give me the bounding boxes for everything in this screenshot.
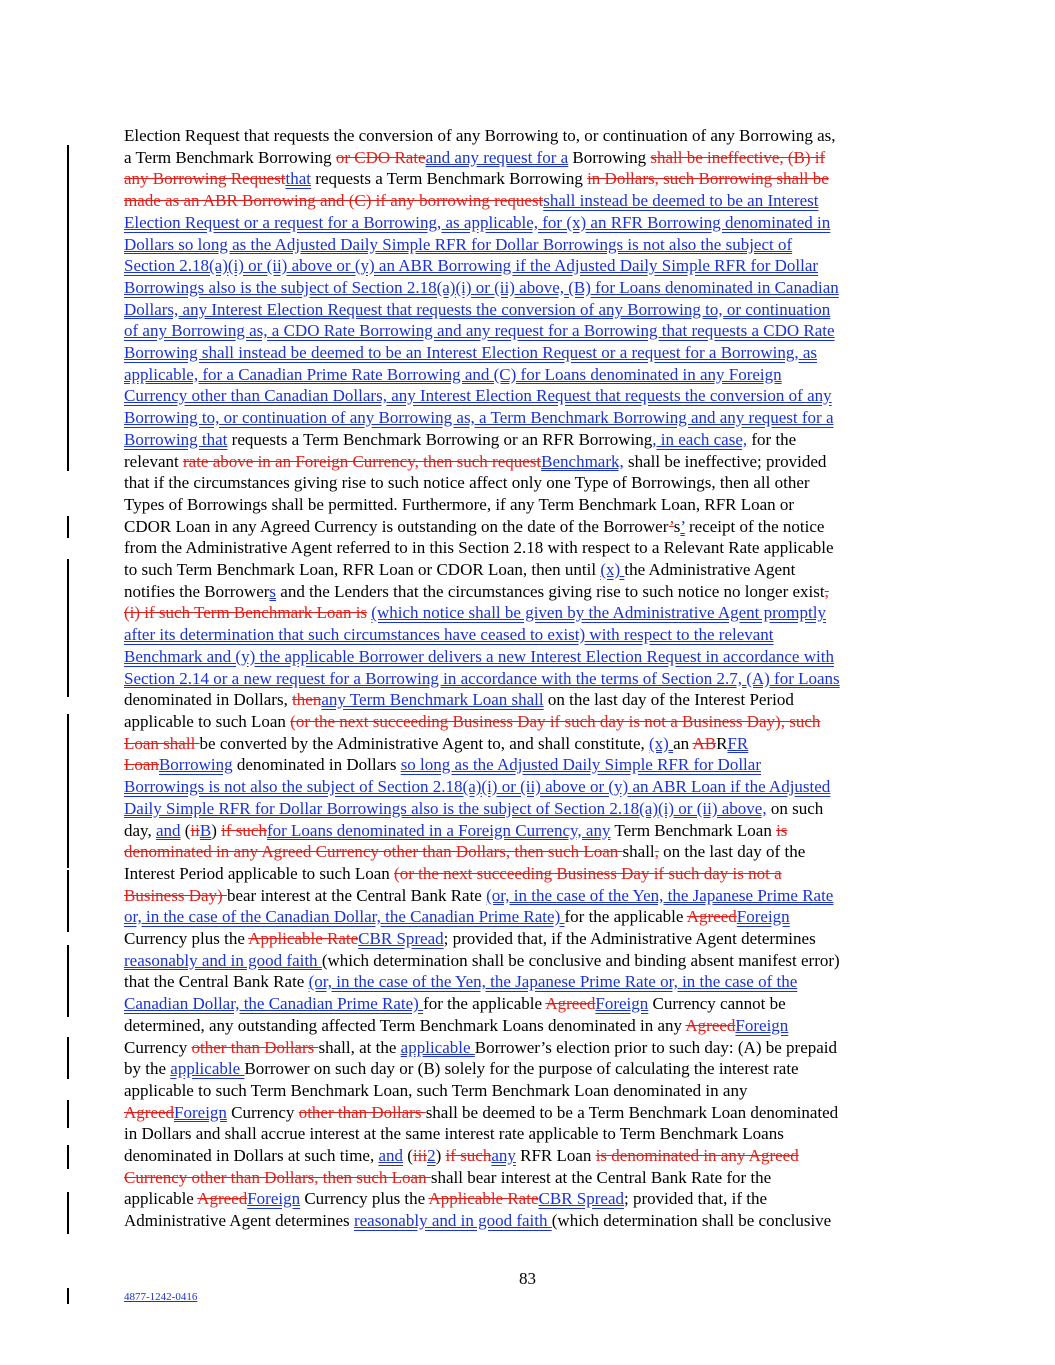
deleted-text: Applicable Rate [428, 1189, 539, 1209]
text-run: (which determination shall be conclusive and binding absent manifest error) [321, 950, 840, 970]
text-line [124, 190, 930, 212]
text-line [124, 906, 930, 928]
text-line [124, 863, 930, 885]
deleted-text: in Dollars, such Borrowing shall be [587, 169, 829, 189]
text-line [124, 1037, 930, 1059]
text-line [124, 147, 930, 169]
inserted-text: Borrowing [158, 755, 233, 775]
text-line [124, 320, 930, 342]
text-line [124, 841, 930, 863]
deleted-text: Agreed [124, 1102, 175, 1122]
body-text [124, 125, 930, 1232]
document-id[interactable]: 4877-1242-0416 [124, 1291, 198, 1303]
text-line [124, 733, 930, 755]
inserted-text: Benchmark and (y) the applicable Borrower delivers a new Interest Election Request in accordance with [124, 646, 834, 666]
inserted-text: Foreign [174, 1102, 227, 1122]
inserted-text: that [285, 169, 311, 189]
deleted-text: is denominated in any Agreed [595, 1146, 799, 1166]
inserted-text: and [378, 1146, 404, 1166]
text-line [124, 993, 930, 1015]
inserted-text: Borrowings is not also the subject of Section 2.18(a)(i) or (ii) above or (y) an ABR Loan if the Adjusted [124, 777, 831, 797]
inserted-text: for Loans denominated in a Foreign Currency, any [266, 820, 611, 840]
text-run: ; provided that, if the [624, 1189, 768, 1209]
text-run: for the applicable [564, 907, 687, 927]
deleted-text: Loan [124, 755, 159, 775]
inserted-text: any [491, 1146, 516, 1166]
inserted-text: after its determination that such circumstances have ceased to exist) with respect to the relevant [124, 625, 774, 645]
deleted-text: iii [412, 1146, 428, 1166]
deleted-text: then [292, 690, 322, 710]
text-run: Borrower on such day or (B) solely for the purpose of calculating the interest rate [244, 1059, 799, 1079]
deleted-text: other than Dollars [191, 1037, 319, 1057]
text-run: ( [403, 1146, 413, 1166]
text-run: that if the circumstances giving rise to such notice affect only one Type of Borrowings, then all other [124, 473, 810, 493]
change-bar [67, 714, 69, 868]
deleted-text: other than Dollars [298, 1102, 426, 1122]
deleted-text: Loan shall [124, 733, 200, 753]
text-line [124, 1080, 930, 1102]
text-line [124, 277, 930, 299]
deleted-text: , [824, 581, 829, 601]
inserted-text: B [199, 820, 212, 840]
inserted-text: reasonably and in good faith [124, 950, 322, 970]
deleted-text: made as an ABR Borrowing and (C) if any borrowing request [124, 191, 544, 211]
inserted-text: and any request for a [425, 147, 569, 167]
deleted-text: Agreed [685, 1015, 736, 1035]
text-line [124, 212, 930, 234]
text-run: relevant [124, 451, 183, 471]
text-line [124, 1015, 930, 1037]
text-run: Currency cannot be [648, 994, 786, 1014]
text-run: s [673, 516, 681, 536]
text-run: on the last day of the [658, 842, 806, 862]
text-line [124, 754, 930, 776]
text-run: Administrative Agent determines [124, 1211, 354, 1231]
text-line [124, 624, 930, 646]
inserted-text: FR [727, 733, 749, 753]
text-run: in Dollars and shall accrue interest at the same interest rate applicable to Term Benchmark Loans [124, 1124, 784, 1144]
deleted-text: Applicable Rate [248, 929, 359, 949]
text-run: applicable to such Loan [124, 711, 291, 731]
deleted-text: or CDO Rate [335, 147, 426, 167]
text-line [124, 971, 930, 993]
inserted-text: Borrowing to, or continuation of any Borrowing as, a Term Benchmark Borrowing and any request for a [124, 408, 834, 428]
inserted-text: Section 2.18(a)(i) or (ii) above or (y) an ABR Borrowing if the Adjusted Daily Simple RFR for Dollar [124, 256, 819, 276]
inserted-text: shall instead be deemed to be an Interest [543, 191, 819, 211]
text-line [124, 581, 930, 603]
text-run: on such [766, 798, 824, 818]
text-run: denominated in Dollars at such time, [124, 1146, 379, 1166]
deleted-text: ii [190, 820, 200, 840]
deleted-text: if such [445, 1146, 492, 1166]
text-run: applicable to such Term Benchmark Loan, such Term Benchmark Loan denominated in any [124, 1080, 748, 1100]
inserted-text: Daily Simple RFR for Dollar Borrowings also is the subject of Section 2.18(a)(i) or (ii) above, [124, 798, 767, 818]
text-run: requests a Term Benchmark Borrowing or an RFR Borrowing [227, 429, 653, 449]
text-line [124, 451, 930, 473]
inserted-text: Borrowings also is the subject of Section 2.18(a)(i) or (ii) above, (B) for Loans denominated in Canadian [124, 277, 839, 297]
text-run: RFR Loan [515, 1146, 596, 1166]
inserted-text: any Term Benchmark Loan shall [321, 690, 544, 710]
inserted-text: Foreign [736, 907, 790, 927]
text-run: day, [124, 820, 156, 840]
text-run: CDOR Loan in any Agreed Currency is outstanding on the date of the Borrower [124, 516, 669, 536]
text-run: be converted by the Administrative Agent to, and shall constitute, [199, 733, 650, 753]
change-bar [67, 187, 69, 471]
text-line [124, 168, 930, 190]
inserted-text: Dollars so long as the Adjusted Daily Simple RFR for Dollar Borrowings is not also the subject of [124, 234, 793, 254]
inserted-text: (x) [649, 733, 674, 753]
inserted-text: applicable, for a Canadian Prime Rate Borrowing and (C) for Loans denominated in any Foreign [124, 364, 782, 384]
text-run: ( [180, 820, 191, 840]
text-line [124, 1102, 930, 1124]
deleted-text: ’ [668, 516, 674, 536]
inserted-text: so long as the Adjusted Daily Simple RFR for Dollar [400, 755, 761, 775]
text-run: on the last day of the Interest Period [543, 690, 794, 710]
change-bar [67, 1192, 69, 1234]
deleted-text: is [776, 820, 788, 840]
text-line [124, 299, 930, 321]
text-run: applicable [124, 1189, 198, 1209]
text-run: receipt of the notice [684, 516, 825, 536]
deleted-text: rate above in an Foreign Currency, then such request [183, 451, 542, 471]
change-bar [67, 516, 69, 538]
inserted-text: Election Request or a request for a Borrowing, as applicable, for (x) an RFR Borrowing denominated in [124, 212, 831, 232]
text-run: notifies the Borrower [124, 581, 270, 601]
inserted-text: of any Borrowing as, a CDO Rate Borrowing and any request for a Borrowing that requests a CDO Rate [124, 321, 835, 341]
text-line [124, 537, 930, 559]
inserted-text: CBR Spread [538, 1189, 624, 1209]
text-run: denominated in Dollars [232, 755, 401, 775]
text-line [124, 711, 930, 733]
text-run: for the applicable [423, 994, 546, 1014]
text-run: bear interest at the Central Bank Rate [226, 885, 487, 905]
text-run: the Administrative Agent [624, 560, 796, 580]
inserted-text: (or, in the case of the Yen, the Japanese Prime Rate or, in the case of the [308, 972, 798, 992]
deleted-text: if such [221, 820, 267, 840]
text-line [124, 602, 930, 624]
text-run: to such Term Benchmark Loan, RFR Loan or CDOR Loan, then until [124, 560, 601, 580]
deleted-text: denominated in any Agreed Currency other than Dollars, then such Loan [124, 842, 623, 862]
inserted-text: or, in the case of the Canadian Dollar, the Canadian Prime Rate) [124, 907, 565, 927]
text-line [124, 125, 930, 147]
inserted-text: CBR Spread [358, 929, 444, 949]
text-line [124, 928, 930, 950]
change-bar [67, 1145, 69, 1169]
inserted-text: applicable [170, 1059, 245, 1079]
text-line [124, 668, 930, 690]
text-run: shall [622, 842, 655, 862]
text-run: shall be ineffective; provided [623, 451, 827, 471]
deleted-text: (or the next succeeding Business Day if such day is not a [394, 863, 782, 883]
deleted-text: AB [692, 733, 717, 753]
change-bar [67, 1100, 69, 1128]
text-run: requests a Term Benchmark Borrowing [310, 169, 588, 189]
text-run: and the Lenders that the circumstances giving rise to such notice no longer exist [276, 581, 825, 601]
deleted-text: (i) if such Term Benchmark Loan is [124, 603, 368, 623]
text-run: Interest Period applicable to such Loan [124, 863, 395, 883]
inserted-text: , in each case, [652, 429, 748, 449]
deleted-text: Agreed [686, 907, 737, 927]
inserted-text: s [269, 581, 277, 601]
page-number: 83 [519, 1269, 536, 1288]
deleted-text: shall be ineffective, (B) if [650, 147, 826, 167]
text-line [124, 234, 930, 256]
inserted-text: Borrowing that [124, 429, 228, 449]
text-run: shall, at the [318, 1037, 401, 1057]
text-line [124, 407, 930, 429]
text-run: ) [211, 820, 222, 840]
text-line [124, 429, 930, 451]
deleted-text: Agreed [197, 1189, 248, 1209]
text-line [124, 364, 930, 386]
inserted-text: 2 [427, 1146, 436, 1166]
change-bar [67, 870, 69, 932]
deleted-text: any Borrowing Request [124, 169, 286, 189]
deleted-text: , [654, 842, 659, 862]
text-line [124, 494, 930, 516]
text-line [124, 885, 930, 907]
change-bar [67, 1037, 69, 1079]
deleted-text: (or the next succeeding Business Day if such day is not a Business Day), such [290, 711, 821, 731]
text-run: Currency plus the [300, 1189, 429, 1209]
text-run: by the [124, 1059, 171, 1079]
change-bar [67, 945, 69, 1017]
text-line [124, 646, 930, 668]
text-line [124, 1210, 930, 1232]
deleted-text: Agreed [545, 994, 596, 1014]
change-bar [67, 1288, 69, 1304]
inserted-text: Foreign [735, 1015, 789, 1035]
text-line [124, 798, 930, 820]
inserted-text: Benchmark, [541, 451, 624, 471]
inserted-text: Canadian Dollar, the Canadian Prime Rate) [124, 994, 424, 1014]
text-run: R [716, 733, 728, 753]
inserted-text: Borrowing shall instead be deemed to be an Interest Election Request or a request for a Borrowing, as [124, 343, 818, 363]
text-line [124, 559, 930, 581]
deleted-text: Business Day) [124, 885, 227, 905]
inserted-text: (x) [600, 560, 625, 580]
inserted-text: Foreign [595, 994, 649, 1014]
text-line [124, 820, 930, 842]
text-run: Borrowing [568, 147, 651, 167]
text-run: Term Benchmark Loan [610, 820, 777, 840]
text-line [124, 255, 930, 277]
text-run: an [673, 733, 693, 753]
text-run: shall bear interest at the Central Bank Rate for the [430, 1167, 772, 1187]
text-run: (which determination shall be conclusive [551, 1211, 832, 1231]
text-line [124, 950, 930, 972]
inserted-text: Foreign [247, 1189, 301, 1209]
text-run: Currency plus the [124, 929, 249, 949]
text-line [124, 1058, 930, 1080]
text-line [124, 776, 930, 798]
text-run: Election Request that requests the conversion of any Borrowing to, or continuation of any Borrowing as, [124, 126, 836, 145]
text-run: that the Central Bank Rate [124, 972, 309, 992]
text-run: determined, any outstanding affected Term Benchmark Loans denominated in any [124, 1015, 686, 1035]
inserted-text: ’ [680, 516, 685, 536]
text-run: denominated in Dollars, [124, 690, 293, 710]
text-line [124, 472, 930, 494]
text-line [124, 1188, 930, 1210]
text-run: Borrower’s election prior to such day: (A) be prepaid [474, 1037, 838, 1057]
text-line [124, 516, 930, 538]
inserted-text: (which notice shall be given by the Administrative Agent promptly [371, 603, 826, 623]
text-line [124, 1145, 930, 1167]
inserted-text: Dollars, any Interest Election Request that requests the conversion of any Borrowing to, or continuation [124, 299, 831, 319]
text-line [124, 1167, 930, 1189]
deleted-text: Currency other than Dollars, then such Loan [124, 1167, 431, 1187]
text-line [124, 1123, 930, 1145]
text-line [124, 385, 930, 407]
text-run: Currency [226, 1102, 299, 1122]
text-run: a Term Benchmark Borrowing [124, 147, 336, 167]
text-run: for the [747, 429, 797, 449]
inserted-text: and [155, 820, 181, 840]
text-run: from the Administrative Agent referred to in this Section 2.18 with respect to a Relevant Rate applicable [124, 538, 834, 558]
text-run: Currency [124, 1037, 192, 1057]
change-bar [67, 145, 69, 187]
inserted-text: reasonably and in good faith [353, 1211, 552, 1231]
inserted-text: Currency other than Canadian Dollars, any Interest Election Request that requests the conversion of any [124, 386, 832, 406]
text-run: Types of Borrowings shall be permitted. Furthermore, if any Term Benchmark Loan, RFR Loan or [124, 494, 795, 514]
text-run: ) [435, 1146, 446, 1166]
text-run: shall be deemed to be a Term Benchmark Loan denominated [425, 1102, 839, 1122]
inserted-text: Section 2.14 or a new request for a Borrowing in accordance with the terms of Section 2.7, (A) for Loans [124, 668, 840, 688]
inserted-text: applicable [400, 1037, 475, 1057]
text-line [124, 342, 930, 364]
text-line [124, 689, 930, 711]
text-run: ; provided that, if the Administrative Agent determines [443, 929, 816, 949]
inserted-text: (or, in the case of the Yen, the Japanese Prime Rate [486, 885, 834, 905]
change-bar [67, 559, 69, 697]
